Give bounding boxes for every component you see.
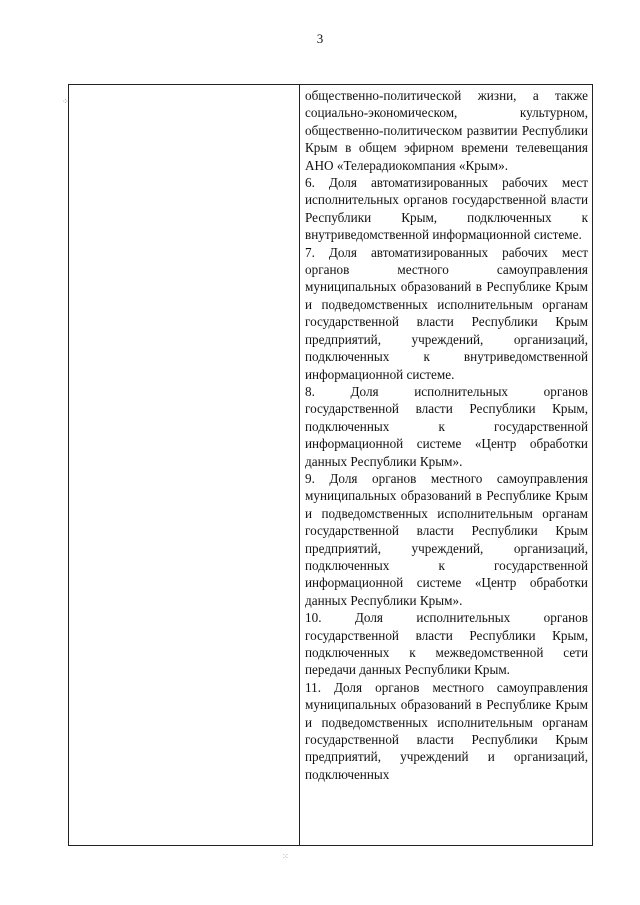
- page-number: 3: [316, 31, 324, 46]
- indicator-paragraph: 7. Доля автоматизированных рабочих мест органов местного самоуправления муниципальных образований в Республике Крым и подведомственных исполнительным органам государственной власти Республики Крым предприятий, учреждений, организаций, подключенных к внутриведомственной информационной системе.: [305, 244, 588, 382]
- scan-speck: ⁘: [62, 97, 69, 106]
- indicator-table: [68, 84, 593, 846]
- indicator-paragraph: 8. Доля исполнительных органов государственной власти Республики Крым, подключенных к государственной информационной системе «Центр обработки данных Республики Крым».: [305, 383, 588, 469]
- indicator-paragraph: 10. Доля исполнительных органов государственной власти Республики Крым, подключенных к межведомственной сети передачи данных Республики Крым.: [305, 610, 588, 678]
- indicator-paragraph: 6. Доля автоматизированных рабочих мест исполнительных органов государственной власти Республики Крым, подключенных к внутриведомственной информационной системе.: [305, 175, 588, 243]
- table-right-cell: [300, 85, 593, 845]
- table-left-cell: [69, 85, 300, 845]
- indicator-paragraph: 9. Доля органов местного самоуправления муниципальных образований в Республике Крым и подведомственных исполнительным органам государственной власти Республики Крым предприятий, учреждений, организаций, подключенных к государственной информационной системе «Центр обработки данных Республики Крым».: [305, 470, 588, 608]
- indicator-paragraph: 11. Доля органов местного самоуправления муниципальных образований в Республике Крым и подведомственных исполнительным органам государственной власти Республики Крым предприятий, учреждений и организаций, подключенных: [305, 679, 588, 782]
- indicator-paragraph: общественно-политической жизни, а также социально-экономическом, культурном, общественно-политическом развитии Республики Крым в общем эфирном времени телевещания АНО «Телерадиокомпания «Крым».: [305, 88, 588, 173]
- scan-speck: ⁙: [282, 852, 289, 861]
